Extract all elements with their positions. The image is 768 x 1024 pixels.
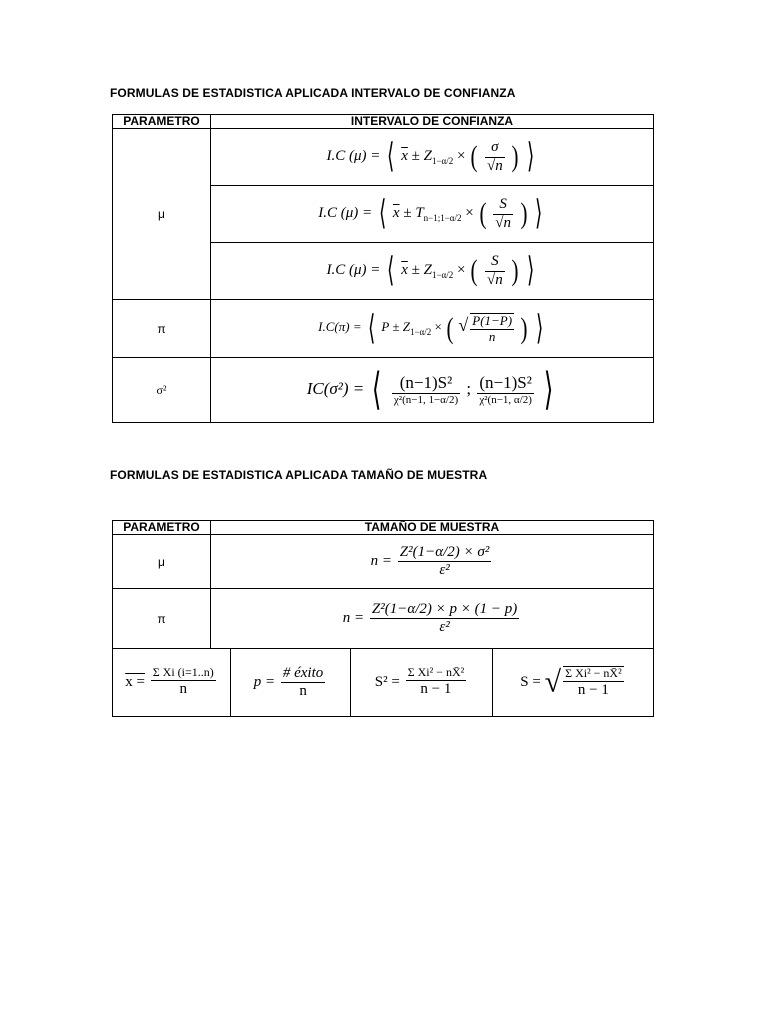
f4-times: × bbox=[434, 319, 442, 335]
f3-times: × bbox=[457, 262, 466, 279]
f8-lhs: x = bbox=[125, 673, 145, 690]
formula-mean bbox=[113, 649, 231, 717]
f8-den: n bbox=[179, 681, 187, 698]
formula-n-mu bbox=[211, 535, 654, 589]
f9-lhs: p = bbox=[253, 673, 276, 690]
f1-lhs: I.C (μ) = bbox=[326, 148, 381, 165]
f7-lhs: n = bbox=[342, 609, 365, 626]
f2-lhs: I.C (μ) = bbox=[318, 205, 373, 222]
f10-lhs: S² = bbox=[374, 673, 400, 690]
col-header-parametro: PARAMETRO bbox=[113, 115, 211, 129]
f1-times: × bbox=[457, 148, 466, 165]
f6-den: ε² bbox=[439, 562, 450, 578]
f1-mean: $\overline{x}$ bbox=[401, 148, 408, 165]
f3-op: ± bbox=[411, 262, 420, 279]
f6-lhs: n = bbox=[370, 552, 393, 569]
formula-std-dev: S = √ $\frac{\text{Σ Xi² − nX̄²}}{n - 1}$ bbox=[493, 649, 654, 717]
f6-num: Z²(1−α/2) × σ² bbox=[399, 543, 490, 560]
formula-ci-mu-z-s: I.C (μ) = ⟨ $\overline{x} \pm Z_{1-\alpha/2}$ × ( $\frac{S}{√n}$ ) ⟩ bbox=[211, 243, 654, 300]
f4-p: P ± bbox=[381, 319, 400, 335]
col-header-tamano: TAMAÑO DE MUESTRA bbox=[211, 521, 654, 535]
col-header-parametro-2: PARAMETRO bbox=[113, 521, 211, 535]
f7-den: ε² bbox=[439, 619, 450, 635]
f3-lhs: I.C (μ) = bbox=[326, 262, 381, 279]
formula-ci-mu-z-sigma: I.C (μ) = ⟨ $\overline{x} \pm Z_{1-\alpha/2}$ × ( $\frac{\sigma}{√n}$ ) ⟩ bbox=[211, 129, 654, 186]
f5-num-2: (n−1)S² bbox=[477, 373, 534, 394]
f3-sub: 1−α/2 bbox=[431, 270, 454, 281]
f3-num: S bbox=[491, 253, 499, 270]
f1-num: σ bbox=[491, 139, 499, 156]
f1-den: n bbox=[495, 157, 503, 174]
f3-den: n bbox=[495, 271, 503, 288]
f5-den2: χ²(n−1, α/2) bbox=[479, 393, 532, 406]
f8-num: Σ Xi (i=1..n) bbox=[152, 665, 214, 680]
param-mu-2: μ bbox=[113, 535, 211, 589]
formula-ci-pi: I.C(π) = ⟨ $P \pm Z_{1-\alpha/2}$ × ( √ $\frac{P(1-P)}{n}$ ) ⟩ bbox=[211, 300, 654, 358]
f4-sub: 1−α/2 bbox=[409, 327, 432, 338]
f2-sub: n−1;1−α/2 bbox=[423, 213, 462, 224]
f4-num: P(1−P) bbox=[472, 312, 513, 328]
f11-den: n − 1 bbox=[577, 681, 609, 698]
formula-proportion bbox=[231, 649, 351, 717]
f5-lhs: IC(σ²) = bbox=[306, 378, 365, 398]
f11-num: Σ Xi² − nX̄² bbox=[565, 665, 622, 680]
f3-stat: Z bbox=[423, 262, 432, 279]
f4-den: n bbox=[488, 328, 496, 344]
f3-mean: $\overline{x}$ bbox=[401, 262, 408, 279]
f5-den1: χ²(n−1, 1−α/2) bbox=[393, 393, 459, 406]
f9-den: n bbox=[299, 683, 307, 699]
sample-size-table bbox=[112, 520, 654, 717]
f2-den: n bbox=[503, 214, 511, 231]
col-header-intervalo: INTERVALO DE CONFIANZA bbox=[211, 115, 654, 129]
section1-heading: FORMULAS DE ESTADISTICA APLICADA INTERVALO DE CONFIANZA bbox=[110, 86, 516, 100]
f4-stat: Z bbox=[402, 319, 410, 335]
f2-num: S bbox=[499, 196, 507, 213]
f2-op: ± bbox=[403, 205, 412, 222]
f9-num: # éxito bbox=[282, 664, 324, 681]
f2-times: × bbox=[465, 205, 474, 222]
f4-lhs: I.C(π) = bbox=[318, 319, 362, 335]
f1-sub: 1−α/2 bbox=[431, 156, 454, 167]
f1-stat: Z bbox=[423, 148, 432, 165]
f2-stat: T bbox=[415, 205, 424, 222]
formula-variance bbox=[351, 649, 493, 717]
param-pi: π bbox=[113, 300, 211, 358]
formula-ci-variance: IC(σ²) = ⟨ $\frac{\text{(n−1)S²}}{\text{χ²(n−1, 1−α/2)}}$ ; $\frac{\text{(n−1)S²}}{\text{χ²(n−1, α/2)}}$ ⟩ bbox=[211, 358, 654, 423]
f11-lhs: S = bbox=[520, 673, 541, 690]
f1-op: ± bbox=[411, 148, 420, 165]
f2-mean: $\overline{x}$ bbox=[392, 205, 400, 222]
formula-n-pi bbox=[211, 589, 654, 649]
formula-ci-mu-t-s: I.C (μ) = ⟨ $\overline{x} \pm T_{n-1;1-\alpha/2}$ × ( $\frac{S}{√n}$ ) ⟩ bbox=[211, 186, 654, 243]
f5-num-1: (n−1)S² bbox=[392, 373, 460, 394]
section2-heading: FORMULAS DE ESTADISTICA APLICADA TAMAÑO DE MUESTRA bbox=[110, 468, 488, 482]
confidence-interval-table bbox=[112, 114, 654, 423]
f10-den: n − 1 bbox=[420, 681, 452, 698]
param-pi-2: π bbox=[113, 589, 211, 649]
param-sigma2: σ² bbox=[113, 358, 211, 423]
f7-num: Z²(1−α/2) × p × (1 − p) bbox=[371, 600, 518, 617]
param-mu: μ bbox=[113, 129, 211, 300]
f10-num: Σ Xi² − nX̄² bbox=[407, 665, 465, 680]
f5-sep: ; bbox=[466, 378, 472, 398]
